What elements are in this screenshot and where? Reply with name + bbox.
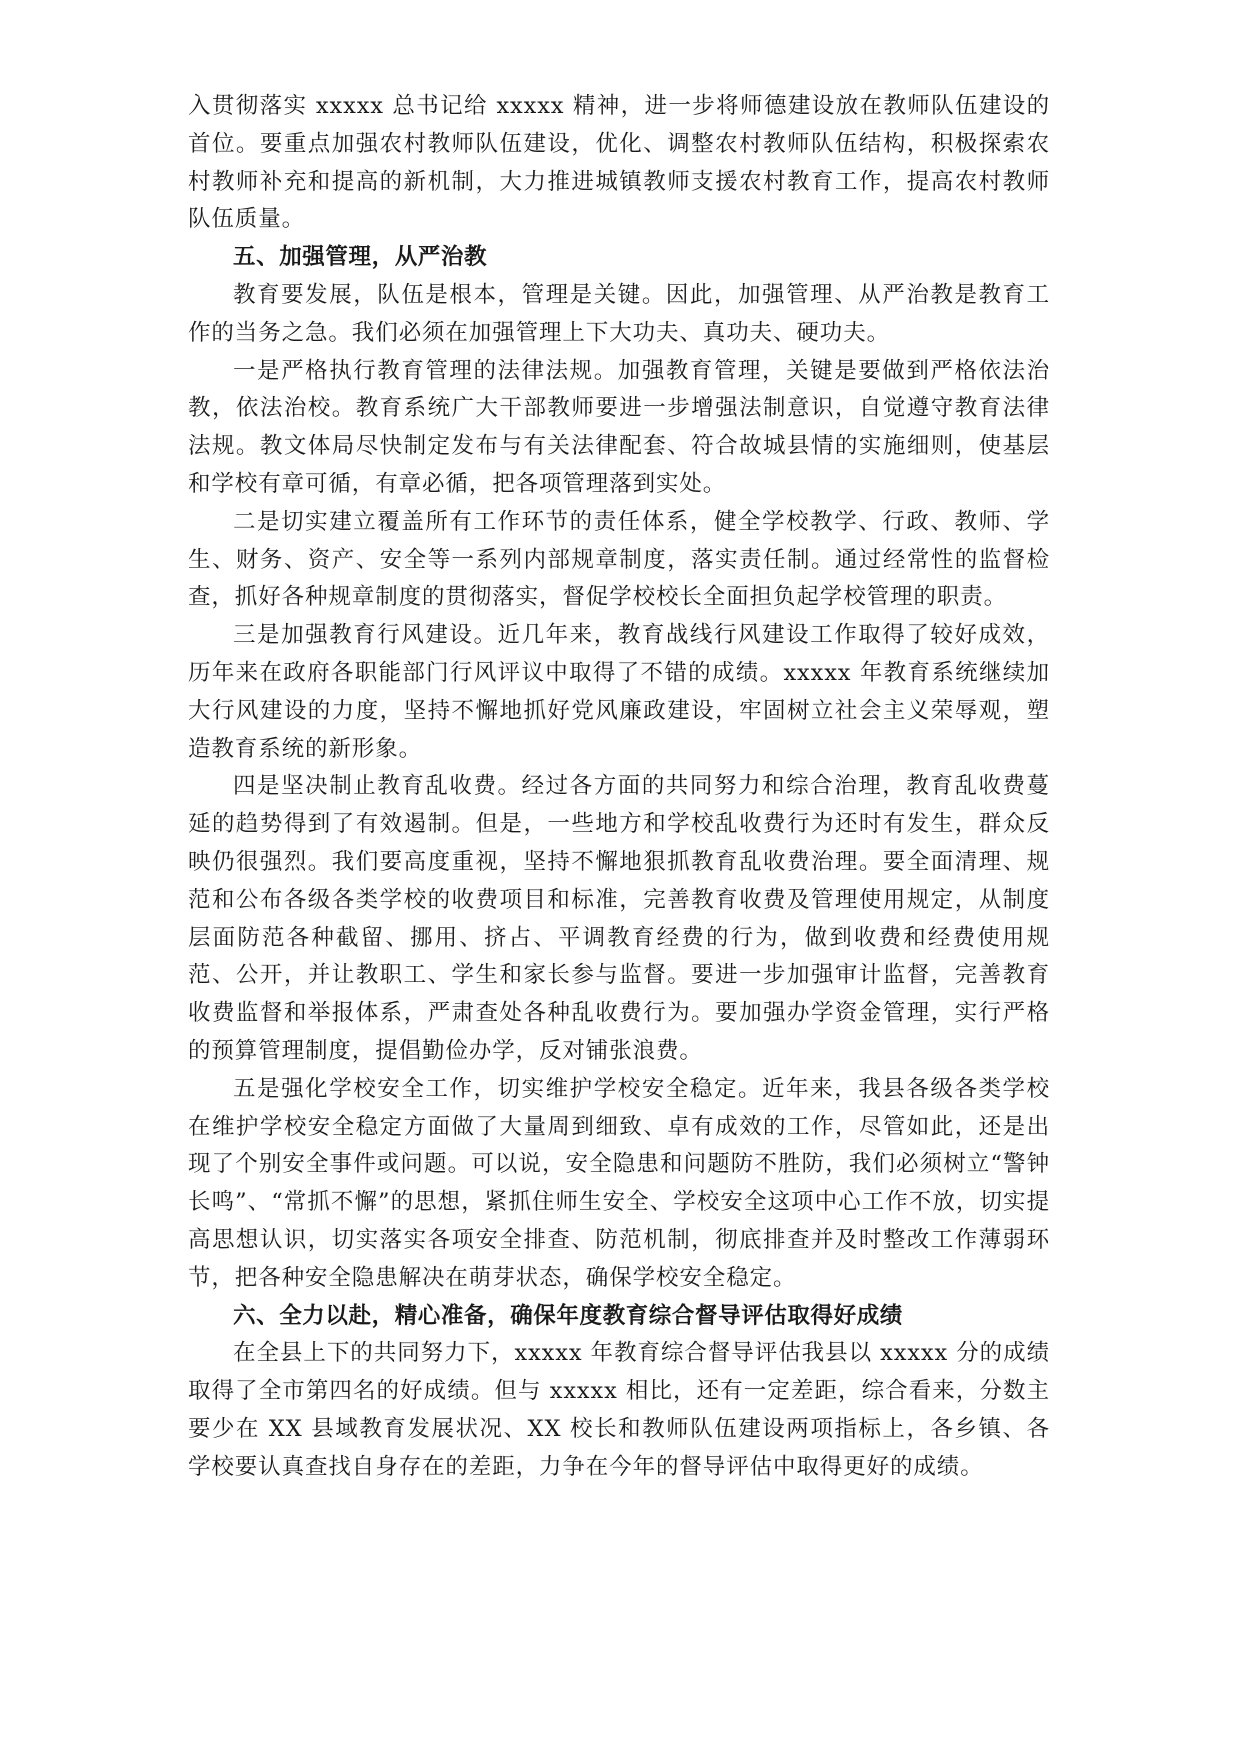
paragraph: 三是加强教育行风建设。近几年来，教育战线行风建设工作取得了较好成效，历年来在政府各职能部门行风评议中取得了不错的成绩。xxxxx 年教育系统继续加大行风建设的力度，坚持不懈地抓好党风廉政建设，牢固树立社会主义荣辱观，塑造教育系统的新形象。 xyxy=(188,622,1050,762)
paragraph: 五是强化学校安全工作，切实维护学校安全稳定。近年来，我县各级各类学校在维护学校安全稳定方面做了大量周到细致、卓有成效的工作，尽管如此，还是出现了个别安全事件或问题。可以说，安全隐患和问题防不胜防，我们必须树立“警钟长鸣”、“常抓不懈”的思想，紧抓住师生安全、学校安全这项中心工作不放，切实提高思想认识，切实落实各项安全排查、防范机制，彻底排查并及时整改工作薄弱环节，把各种安全隐患解决在萌芽状态，确保学校安全稳定。 xyxy=(188,1075,1050,1291)
section-heading-6: 六、全力以赴，精心准备，确保年度教育综合督导评估取得好成绩 xyxy=(233,1302,903,1329)
paragraph-continuation: 入贯彻落实 xxxxx 总书记给 xxxxx 精神，进一步将师德建设放在教师队伍建设的首位。要重点加强农村教师队伍建设，优化、调整农村教师队伍结构，积极探索农村教师补充和提高的新机制，大力推进城镇教师支援农村教育工作，提高农村教师队伍质量。 xyxy=(188,93,1050,233)
paragraph: 在全县上下的共同努力下，xxxxx 年教育综合督导评估我县以 xxxxx 分的成绩取得了全市第四名的好成绩。但与 xxxxx 相比，还有一定差距，综合看来，分数主要少在 XX 县域教育发展状况、XX 校长和教师队伍建设两项指标上，各乡镇、各学校要认真查找自身存在的差距，力争在今年的督导评估中取得更好的成绩。 xyxy=(188,1340,1050,1480)
paragraph: 一是严格执行教育管理的法律法规。加强教育管理，关键是要做到严格依法治教，依法治校。教育系统广大干部教师要进一步增强法制意识，自觉遵守教育法律法规。教文体局尽快制定发布与有关法律配套、符合故城县情的实施细则，使基层和学校有章可循，有章必循，把各项管理落到实处。 xyxy=(188,357,1050,497)
paragraph: 教育要发展，队伍是根本，管理是关键。因此，加强管理、从严治教是教育工作的当务之急。我们必须在加强管理上下大功夫、真功夫、硬功夫。 xyxy=(188,281,1050,346)
document-body xyxy=(188,88,1050,1486)
paragraph: 四是坚决制止教育乱收费。经过各方面的共同努力和综合治理，教育乱收费蔓延的趋势得到了有效遏制。但是，一些地方和学校乱收费行为还时有发生，群众反映仍很强烈。我们要高度重视，坚持不懈地狠抓教育乱收费治理。要全面清理、规范和公布各级各类学校的收费项目和标准，完善教育收费及管理使用规定，从制度层面防范各种截留、挪用、挤占、平调教育经费的行为，做到收费和经费使用规范、公开，并让教职工、学生和家长参与监督。要进一步加强审计监督，完善教育收费监督和举报体系，严肃查处各种乱收费行为。要加强办学资金管理，实行严格的预算管理制度，提倡勤俭办学，反对铺张浪费。 xyxy=(188,773,1050,1064)
paragraph: 二是切实建立覆盖所有工作环节的责任体系，健全学校教学、行政、教师、学生、财务、资产、安全等一系列内部规章制度，落实责任制。通过经常性的监督检查，抓好各种规章制度的贯彻落实，督促学校校长全面担负起学校管理的职责。 xyxy=(188,508,1050,611)
section-heading-5: 五、加强管理，从严治教 xyxy=(233,244,488,271)
